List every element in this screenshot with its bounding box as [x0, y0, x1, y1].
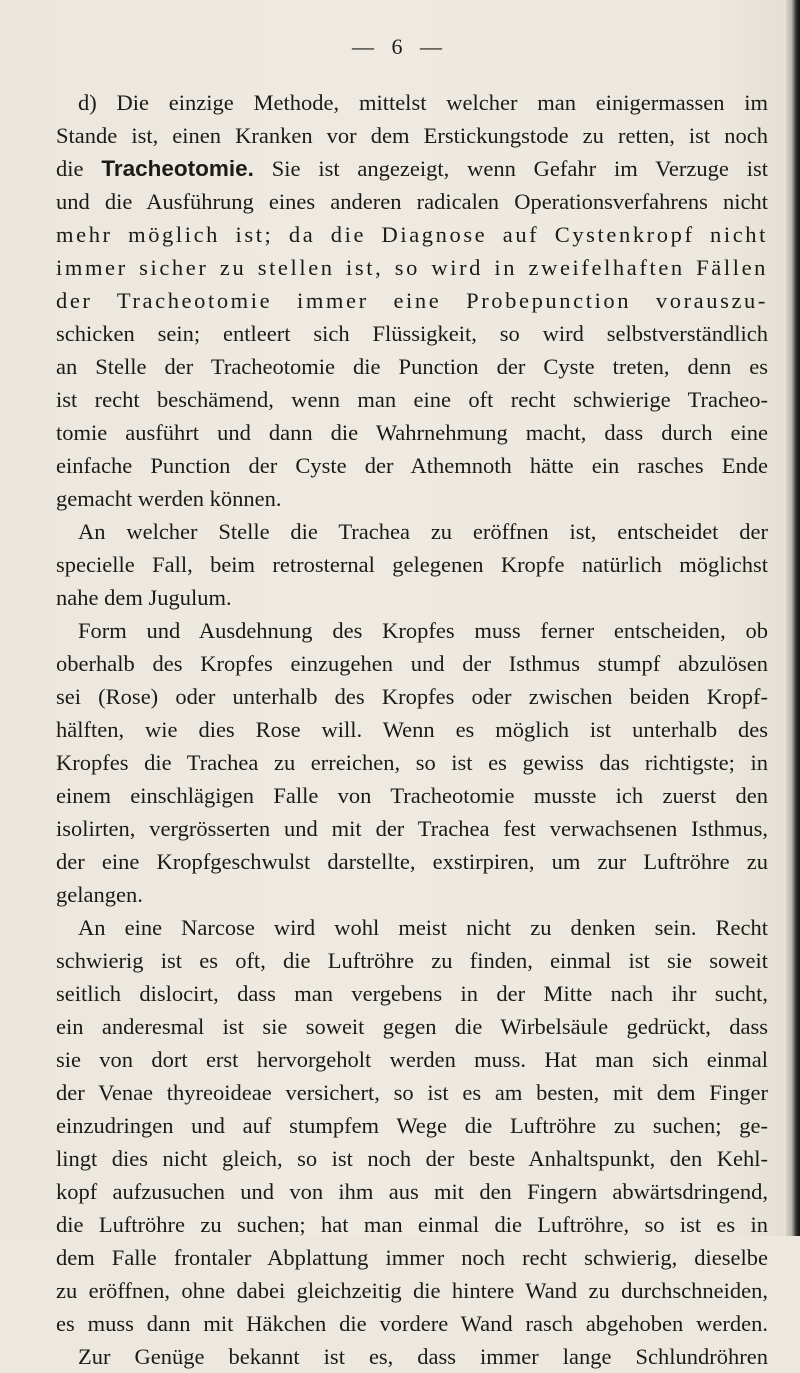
text-line: immer sicher zu stellen ist, so wird in zweifelhaften Fällen [56, 255, 768, 280]
text-line: die Luftröhre zu suchen; hat man einmal die Luftröhre, so ist es in [56, 1212, 768, 1237]
text-line: dem Falle frontaler Abplattung immer noch recht schwierig, dieselbe [56, 1245, 768, 1270]
text-line: die Tracheotomie. Sie ist angezeigt, wenn Gefahr im Verzuge ist [56, 156, 768, 181]
text-line: nahe dem Jugulum. [56, 585, 232, 610]
text-line: gelangen. [56, 882, 143, 907]
text-line: hälften, wie dies Rose will. Wenn es möglich ist unterhalb des [56, 717, 768, 742]
page-edge-shadow [786, 0, 800, 1236]
text-line: sie von dort erst hervorgeholt werden muss. Hat man sich einmal [56, 1047, 768, 1072]
page-number: — 6 — [352, 34, 448, 59]
text-line: Stande ist, einen Kranken vor dem Erstickungstode zu retten, ist noch [56, 123, 768, 148]
text-line: An welcher Stelle die Trachea zu eröffnen ist, entscheidet der [78, 519, 768, 544]
text-line: schicken sein; entleert sich Flüssigkeit, so wird selbstverständlich [56, 321, 768, 346]
text-line: mehr möglich ist; da die Diagnose auf Cystenkropf nicht [56, 222, 768, 247]
text-line: Form und Ausdehnung des Kropfes muss ferner entscheiden, ob [78, 618, 768, 643]
body-text [56, 86, 768, 1373]
text-line: oberhalb des Kropfes einzugehen und der Isthmus stumpf abzulösen [56, 651, 768, 676]
text-line: Zur Genüge bekannt ist es, dass immer lange Schlundröhren [78, 1344, 768, 1369]
text-line: specielle Fall, beim retrosternal gelegenen Kropfe natürlich möglichst [56, 552, 768, 577]
text-line: d) Die einzige Methode, mittelst welcher man einigermassen im [78, 90, 768, 115]
text-line: Kropfes die Trachea zu erreichen, so ist es gewiss das richtigste; in [56, 750, 768, 775]
text-line: seitlich dislocirt, dass man vergebens in der Mitte nach ihr sucht, [56, 981, 768, 1006]
text-line: einfache Punction der Cyste der Athemnoth hätte ein rasches Ende [56, 453, 768, 478]
text-line: ein anderesmal ist sie soweit gegen die Wirbelsäule gedrückt, dass [56, 1014, 768, 1039]
text-line: zu eröffnen, ohne dabei gleichzeitig die hintere Wand zu durchschneiden, [56, 1278, 768, 1303]
text-line: es muss dann mit Häkchen die vordere Wand rasch abgehoben werden. [56, 1311, 768, 1336]
text-line: An eine Narcose wird wohl meist nicht zu denken sein. Recht [78, 915, 768, 940]
text-line: der eine Kropfgeschwulst darstellte, exstirpiren, um zur Luftröhre zu [56, 849, 768, 874]
text-line: der Tracheotomie immer eine Probepunction vorauszu- [56, 288, 768, 313]
text-line: gemacht werden können. [56, 486, 282, 511]
text-line: lingt dies nicht gleich, so ist noch der beste Anhaltspunkt, den Kehl- [56, 1146, 768, 1171]
text-line: an Stelle der Tracheotomie die Punction der Cyste treten, denn es [56, 354, 768, 379]
text-line: isolirten, vergrösserten und mit der Trachea fest verwachsenen Isthmus, [56, 816, 768, 841]
text-line: sei (Rose) oder unterhalb des Kropfes oder zwischen beiden Kropf- [56, 684, 768, 709]
text-line: ist recht beschämend, wenn man eine oft recht schwierige Tracheo- [56, 387, 768, 412]
text-line: und die Ausführung eines anderen radicalen Operationsverfahrens nicht [56, 189, 768, 214]
text-line: tomie ausführt und dann die Wahrnehmung macht, dass durch eine [56, 420, 768, 445]
text-line: schwierig ist es oft, die Luftröhre zu finden, einmal ist sie soweit [56, 948, 768, 973]
emphasized-term: Tracheotomie. [101, 156, 254, 181]
text-line: einem einschlägigen Falle von Tracheotomie musste ich zuerst den [56, 783, 768, 808]
text-line: einzudringen und auf stumpfem Wege die Luftröhre zu suchen; ge- [56, 1113, 768, 1138]
text-line: kopf aufzusuchen und von ihm aus mit den Fingern abwärtsdringend, [56, 1179, 768, 1204]
text-line: der Venae thyreoideae versichert, so ist es am besten, mit dem Finger [56, 1080, 768, 1105]
